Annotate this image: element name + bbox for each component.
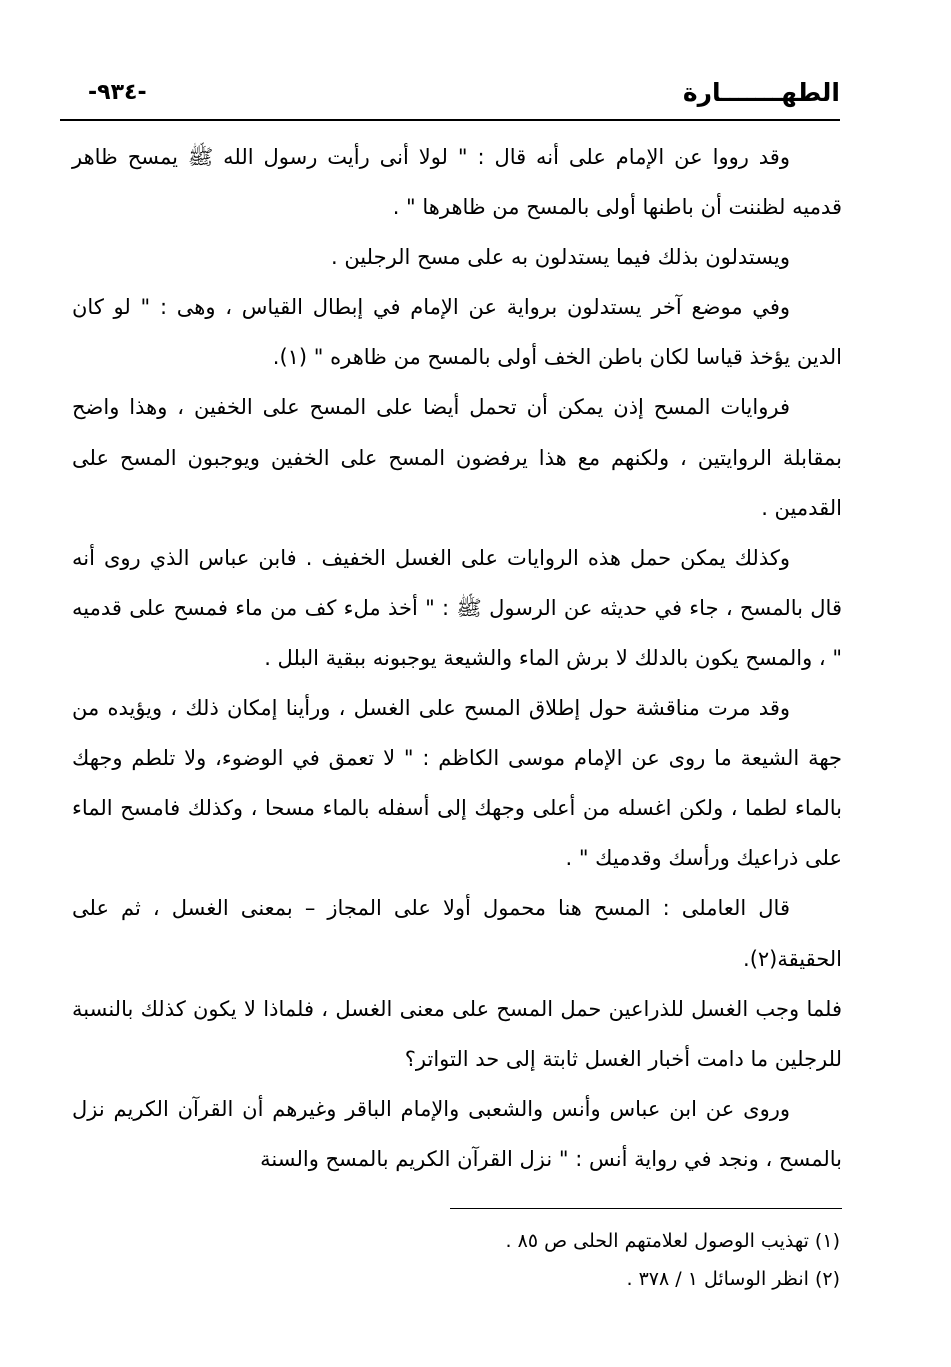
page-number: -٩٣٤-: [88, 80, 147, 105]
paragraph-6: وقد مرت مناقشة حول إطلاق المسح على الغسل ، ورأينا إمكان ذلك ، ويؤيده من جهة الشيعة ما روى عن الإمام موسى الكاظم : " لا تعمق في الوضوء، ولا تلطم وجهك بالماء لطما ، ولكن اغسله من أعلى وجهك إلى أسفله بالماء مسحا ، وكذلك فامسح الماء على ذراعيك ورأسك وقدميك " .: [72, 696, 842, 871]
header-divider: [60, 119, 840, 121]
paragraph-9: وروى عن ابن عباس وأنس والشعبى والإمام الباقر وغيرهم أن القرآن الكريم نزل بالمسح ، ونجد في رواية أنس : " نزل القرآن الكريم بالمسح والسنة: [72, 1096, 842, 1171]
paragraph-2: ويستدلون بذلك فيما يستدلون به على مسح الرجلين .: [330, 245, 790, 270]
page-header: [60, 78, 840, 118]
paragraph-8: فلما وجب الغسل للذراعين حمل المسح على معنى الغسل ، فلماذا لا يكون كذلك بالنسبة للرجلين ما دامت أخبار الغسل ثابتة إلى حد التواتر؟: [72, 996, 842, 1071]
footnote-divider: [450, 1208, 842, 1209]
paragraph-4: فروايات المسح إذن يمكن أن تحمل أيضا على المسح على الخفين ، وهذا واضح بمقابلة الروايتين ، ولكنهم مع هذا يرفضون المسح على الخفين ويوجبون المسح على القدمين .: [72, 395, 842, 520]
paragraph-1: وقد رووا عن الإمام على أنه قال : " لولا أنى رأيت رسول الله ﷺ يمسح ظاهر قدميه لظننت أن باطنها أولى بالمسح من ظاهرها " .: [72, 145, 842, 220]
paragraph-3: وفي موضع آخر يستدلون برواية عن الإمام في إبطال القياس ، وهى : " لو كان الدين يؤخذ قياسا لكان باطن الخف أولى بالمسح من ظاهره " (١).: [72, 295, 842, 370]
chapter-title: الطهـــــــارة: [682, 78, 840, 107]
footnote-2: (٢) انظر الوسائل ١ / ٣٧٨ .: [626, 1268, 840, 1290]
paragraph-5: وكذلك يمكن حمل هذه الروايات على الغسل الخفيف . فابن عباس الذي روى أنه قال بالمسح ، جاء في حديثه عن الرسول ﷺ : " أخذ ملء كف من ماء فمسح على قدميه " ، والمسح يكون بالدلك لا برش الماء والشيعة يوجبونه ببقية البلل .: [72, 545, 842, 670]
footnotes: [380, 1222, 840, 1298]
paragraph-7: قال العاملى : المسح هنا محمول أولا على المجاز – بمعنى الغسل ، ثم على الحقيقة(٢).: [72, 896, 842, 971]
footnote-1: (١) تهذيب الوصول لعلامتهم الحلى ص ٨٥ .: [505, 1230, 840, 1252]
body-text: [72, 132, 842, 1184]
